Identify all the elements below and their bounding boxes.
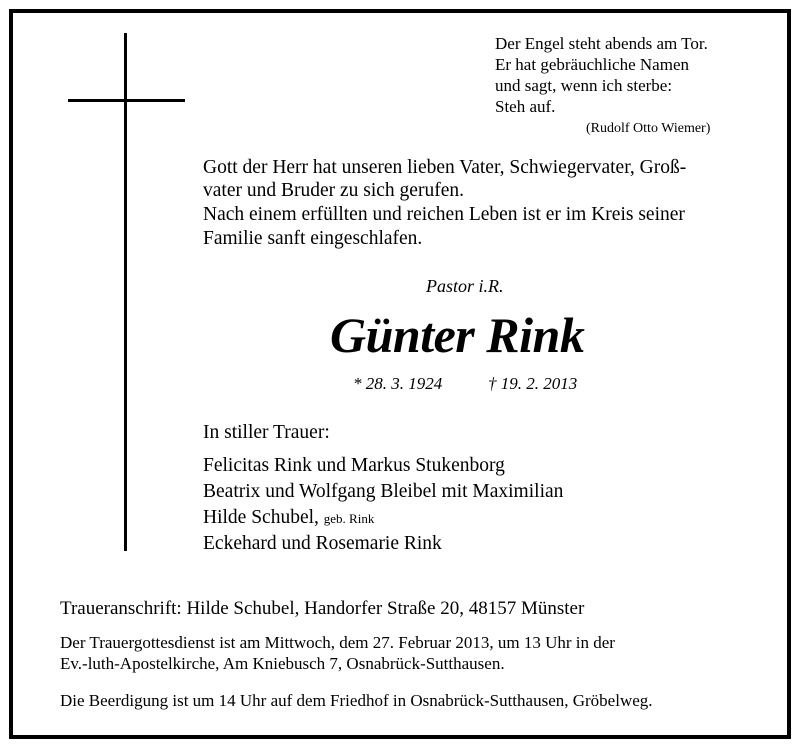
mourner-name: Beatrix und Wolfgang Bleibel mit Maximilian: [203, 481, 564, 502]
announcement-line: Gott der Herr hat unseren lieben Vater, Schwiegervater, Groß-: [203, 157, 687, 178]
poem-line: Der Engel steht abends am Tor.: [495, 34, 708, 53]
cross-icon: [124, 33, 127, 551]
burial-line: Die Beerdigung ist um 14 Uhr auf dem Friedhof in Osnabrück-Sutthausen, Gröbelweg.: [60, 691, 653, 710]
mourner-name: Felicitas Rink und Markus Stukenborg: [203, 455, 505, 476]
cross-icon-bar: [68, 99, 185, 102]
poem-author: (Rudolf Otto Wiemer): [586, 121, 711, 136]
announcement-line: Familie sanft eingeschlafen.: [203, 228, 423, 249]
poem-line: Er hat gebräuchliche Namen: [495, 55, 689, 74]
poem-line: und sagt, wenn ich sterbe:: [495, 76, 673, 95]
birth-date: * 28. 3. 1924: [353, 374, 443, 393]
maiden-name-note: geb. Rink: [323, 511, 375, 526]
mourner-entry: [203, 508, 374, 528]
service-line: Der Trauergottesdienst ist am Mittwoch, dem 27. Februar 2013, um 13 Uhr in der: [60, 633, 615, 652]
announcement-line: Nach einem erfüllten und reichen Leben ist er im Kreis seiner: [203, 204, 685, 225]
death-date: † 19. 2. 2013: [488, 374, 578, 393]
service-line: Ev.-luth-Apostelkirche, Am Kniebusch 7, Osnabrück-Sutthausen.: [60, 654, 505, 673]
deceased-title: Pastor i.R.: [426, 276, 504, 296]
mourners-heading: In stiller Trauer:: [203, 422, 330, 443]
announcement-line: vater und Bruder zu sich gerufen.: [203, 180, 464, 201]
mourning-address: Traueranschrift: Hilde Schubel, Handorfer Straße 20, 48157 Münster: [60, 598, 585, 619]
mourner-name: Eckehard und Rosemarie Rink: [203, 533, 442, 554]
mourner-name: Hilde Schubel,: [203, 507, 319, 528]
deceased-name: Günter Rink: [330, 307, 585, 363]
poem-line: Steh auf.: [495, 97, 556, 116]
